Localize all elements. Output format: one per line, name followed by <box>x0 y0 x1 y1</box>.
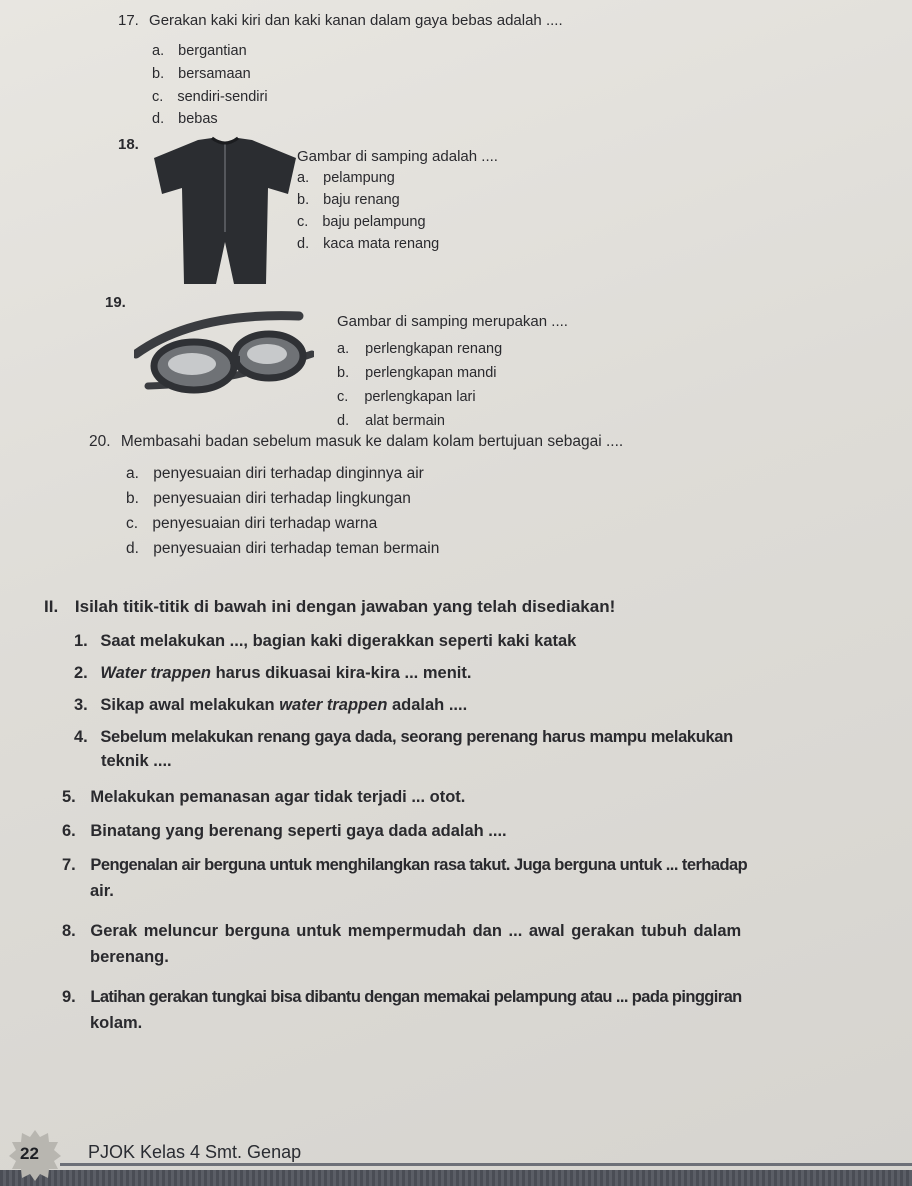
option-letter: d. <box>152 111 165 127</box>
q17-option-c <box>152 89 268 105</box>
item-text: Binatang yang berenang seperti gaya dada adalah .... <box>90 822 507 840</box>
option-text: baju renang <box>323 192 400 208</box>
fill-item-5 <box>62 788 465 807</box>
question-20-text: Membasahi badan sebelum masuk ke dalam kolam bertujuan sebagai .... <box>120 433 624 450</box>
item-text: Latihan gerakan tungkai bisa dibantu dengan memakai pelampung atau ... pada pinggiran <box>90 988 742 1006</box>
question-18-number: 18. <box>118 136 139 153</box>
item-italic-term: water trappen <box>279 696 388 714</box>
q19-option-b <box>337 365 497 381</box>
fill-item-7-cont: air. <box>90 882 114 900</box>
item-number: 8. <box>62 922 76 940</box>
item-text: Pengenalan air berguna untuk menghilangkan rasa takut. Juga berguna untuk ... terhadap <box>90 856 748 874</box>
fill-item-9-cont: kolam. <box>90 1014 143 1032</box>
fill-item-8-cont: berenang. <box>90 948 169 966</box>
footer-rule <box>60 1163 912 1166</box>
item-number: 1. <box>74 632 88 650</box>
page-number: 22 <box>20 1144 39 1163</box>
item-italic-term: Water trappen <box>100 664 211 682</box>
item-number: 9. <box>62 988 76 1006</box>
fill-item-4 <box>74 728 733 747</box>
option-text: bersamaan <box>178 66 251 82</box>
footer-bar <box>0 1170 912 1186</box>
option-text: penyesuaian diri terhadap lingkungan <box>153 490 411 507</box>
fill-item-8 <box>62 922 741 941</box>
q18-option-c <box>297 214 426 230</box>
item-text <box>100 696 467 714</box>
option-letter: c. <box>337 389 349 405</box>
q18-option-a <box>297 170 395 186</box>
option-letter: a. <box>152 43 165 59</box>
item-number: 7. <box>62 856 76 874</box>
q20-option-a <box>126 465 424 483</box>
option-letter: d. <box>126 540 139 557</box>
item-text: Saat melakukan ..., bagian kaki digerakkan seperti kaki katak <box>100 632 577 650</box>
item-number: 4. <box>74 728 88 746</box>
question-18-text: Gambar di samping adalah .... <box>297 148 498 165</box>
q19-option-a <box>337 341 502 357</box>
fill-item-2 <box>74 664 471 683</box>
q20-option-d <box>126 540 439 558</box>
option-letter: a. <box>337 341 350 357</box>
q18-option-b <box>297 192 400 208</box>
q20-option-c <box>126 515 377 533</box>
option-text: sendiri-sendiri <box>177 89 268 105</box>
option-text: kaca mata renang <box>323 236 440 252</box>
question-19-text: Gambar di samping merupakan .... <box>337 313 568 330</box>
option-letter: d. <box>337 413 350 429</box>
option-letter: c. <box>297 214 309 230</box>
item-text: Melakukan pemanasan agar tidak terjadi ... otot. <box>90 788 466 806</box>
option-letter: b. <box>152 66 165 82</box>
question-20 <box>89 433 623 451</box>
option-text: penyesuaian diri terhadap warna <box>152 515 378 532</box>
option-text: alat bermain <box>365 413 445 429</box>
section-2-heading <box>44 597 615 617</box>
fill-item-1 <box>74 632 576 651</box>
q19-option-d <box>337 413 445 429</box>
q17-option-d <box>152 111 218 127</box>
item-text <box>100 664 471 682</box>
option-text: pelampung <box>323 170 395 186</box>
question-17-text: Gerakan kaki kiri dan kaki kanan dalam gaya bebas adalah .... <box>149 12 563 29</box>
option-text: baju pelampung <box>322 214 426 230</box>
item-text-post: adalah .... <box>387 696 468 714</box>
option-letter: c. <box>126 515 139 532</box>
question-17-number: 17. <box>118 12 139 29</box>
option-text: perlengkapan lari <box>364 389 476 405</box>
item-text-pre: Sikap awal melakukan <box>100 696 280 714</box>
fill-item-9 <box>62 988 742 1007</box>
q17-option-b <box>152 66 251 82</box>
item-text: Gerak meluncur berguna untuk mempermudah dan ... awal gerakan tubuh dalam <box>90 922 742 940</box>
item-text: Sebelum melakukan renang gaya dada, seorang perenang harus mampu melakukan <box>100 728 733 746</box>
item-number: 2. <box>74 664 88 682</box>
item-number: 6. <box>62 822 76 840</box>
section-number: II. <box>44 597 59 616</box>
q19-option-c <box>337 389 476 405</box>
option-text: bebas <box>178 111 218 127</box>
q18-option-d <box>297 236 439 252</box>
option-letter: d. <box>297 236 310 252</box>
fill-item-4-cont: teknik .... <box>101 752 172 770</box>
option-letter: a. <box>126 465 139 482</box>
fill-item-3 <box>74 696 467 715</box>
fill-item-6 <box>62 822 507 841</box>
item-number: 3. <box>74 696 88 714</box>
question-20-number: 20. <box>89 433 111 450</box>
q20-option-b <box>126 490 411 508</box>
option-text: perlengkapan mandi <box>365 365 497 381</box>
swimsuit-image <box>150 136 300 288</box>
footer-book-title: PJOK Kelas 4 Smt. Genap <box>88 1142 302 1162</box>
section-title: Isilah titik-titik di bawah ini dengan jawaban yang telah disediakan! <box>74 597 616 616</box>
option-letter: b. <box>297 192 310 208</box>
question-19-number: 19. <box>105 294 126 311</box>
q17-option-a <box>152 43 247 59</box>
swim-goggles-image <box>134 308 314 398</box>
option-text: penyesuaian diri terhadap teman bermain <box>153 540 440 557</box>
option-letter: c. <box>152 89 164 105</box>
option-letter: a. <box>297 170 310 186</box>
question-17 <box>118 12 563 29</box>
option-letter: b. <box>126 490 139 507</box>
item-text-post: harus dikuasai kira-kira ... menit. <box>211 664 472 682</box>
option-text: penyesuaian diri terhadap dinginnya air <box>153 465 424 482</box>
option-text: perlengkapan renang <box>365 341 503 357</box>
fill-item-7 <box>62 856 747 875</box>
option-text: bergantian <box>178 43 247 59</box>
option-letter: b. <box>337 365 350 381</box>
item-number: 5. <box>62 788 76 806</box>
